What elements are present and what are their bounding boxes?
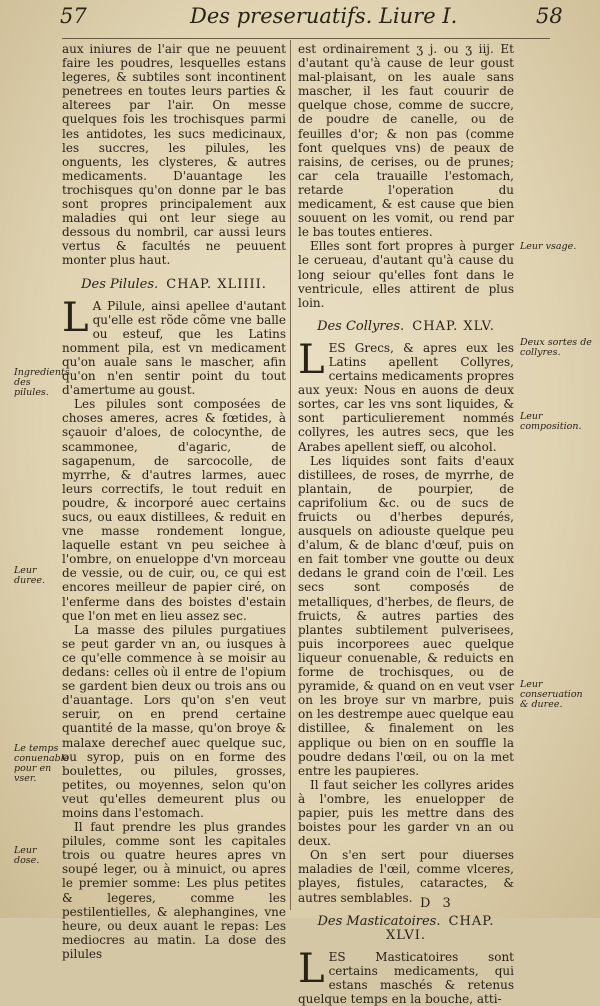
page-number-right: 58 — [536, 4, 563, 28]
chapter-title: Des Collyres. — [317, 318, 405, 334]
margin-note-deux-sortes: Deux sortes de collyres. — [520, 337, 592, 358]
paragraph: Les liquides sont faits d'eaux distillees, de roses, de myrrhe, de plantain, de pourpier, de caprifolium &c. ou de sucs de fruicts ou d'herbes depurés, ausquels on adiouste quelque peu d'alum, & de blanc d'œuf, puis on en fait tomber vne goutte ou deux dedans le grand coin de l'œil. Les secs sont composés de metalliques, d'herbes, de fleurs, de fruicts, & autres parties des plantes subtilement pulverisees, puis incorporees auec quelque liqueur conuenable, & reduicts en forme de trochisques, ou de pyramide, & quand on en veut vser on les broye sur vn marbre, puis on les destrempe auec quelque eau distillee, & finalement on les applique ou bien on en souffle la poudre dedans l'œil, ou on la met entre les paupieres. — [298, 453, 514, 778]
running-title: Des preseruatifs. Liure I. — [190, 4, 458, 28]
paragraph: Il faut seicher les collyres arides à l'ombre, les enuelopper de papier, puis les mettre dans des boistes pour les garder vn an ou deux. — [298, 777, 514, 849]
chapter-heading — [62, 278, 286, 292]
paragraph-text: ES Masticatoires sont certains medicaments, qui estans maschés & retenus quelque temps en la bouche, atti- — [298, 949, 514, 1006]
chapter-title: Des Pilules. — [81, 276, 159, 292]
margin-note-ingredients: Ingredients des pilules. — [14, 367, 70, 398]
paragraph: Les pilules sont composées de choses ameres, acres & fœtides, à sçauoir d'aloes, de colocynthe, de scammonee, d'agaric, de sagapenum, de sarcocolle, de myrrhe, & d'autres larmes, auec leurs correctifs, le tout reduit en poudre, & incorporé auec certains sucs, ou eaux distillees, & reduit en vne masse rondement longue, laquelle estant vn peu seichee à l'ombre, on enueloppe d'vn morceau de vessie, ou de cuir, ou, ce qui est encores meilleur de papier ciré, on l'enferme dans des boistes d'estain que l'on met en lieu assez sec. — [62, 397, 286, 623]
paragraph: Elles sont fort propres à purger le cerueau, d'autant qu'à cause du long seiour qu'elles font dans le ventricule, elles attirent de plus loin. — [298, 239, 514, 310]
signature-mark: D 3 — [420, 896, 455, 911]
left-column — [62, 42, 286, 961]
drop-cap: L — [298, 945, 325, 992]
paragraph: est ordinairement ʒ j. ou ʒ iij. Et d'autant qu'à cause de leur goust mal-plaisant, on les auale sans mascher, il les faut couurir de quelque chose, comme de succre, de poudre de canelle, ou de feuilles d'or; & non pas (comme font quelques vns) de peaux de raisins, de cerises, ou de prunes; car cela trauaille l'estomach, retarde l'operation du medicament, & est cause que bien souuent on les vomit, ou rend par le bas toutes entieres. — [298, 42, 514, 240]
margin-note-temps: Le temps conuenable pour en vser. — [14, 743, 70, 784]
paragraph — [298, 945, 514, 1006]
margin-note-duree: Leur duree. — [14, 565, 46, 586]
right-column — [298, 42, 514, 1006]
paragraph: Il faut prendre les plus grandes pilules, comme sont les capitales trois ou quatre heures apres vn soupé leger, ou à minuict, ou apres le premier somme: Les plus petites & legeres, comme les pestilentielles, & alephangines, vne heure, ou deux auant le repas: Les mediocres au matin. La dose des pilules — [62, 820, 286, 961]
chapter-title: Des Masticatoires. — [317, 913, 441, 929]
margin-note-usage: Leur vsage. — [520, 241, 577, 252]
drop-cap: L — [62, 294, 89, 341]
running-header — [0, 2, 600, 36]
drop-cap: L — [298, 336, 325, 383]
page-number-left: 57 — [60, 4, 87, 28]
paragraph-text: A Pilule, ainsi apellee d'autant qu'elle est rõde cõme vne balle ou esteuf, que les Latins nomment pila, est vn medicament qu'on auale sans le mascher, afin qu'on n'en sentir point du tout d'amertume au goust. — [62, 298, 286, 398]
chapter-number: CHAP. XLV. — [412, 318, 495, 334]
paragraph-text: ES Grecs, & apres eux les Latins apellent Collyres, certains medicaments propres aux yeux: Nous en auons de deux sortes, car les vns sont liquides, & sont particulierement nommés collyres, les autres secs, que les Arabes apellent sieff, ou alcohol. — [298, 340, 514, 454]
chapter-number: CHAP. XLVI. — [385, 913, 495, 943]
paragraph — [298, 336, 514, 454]
header-rule — [62, 38, 550, 39]
paragraph: La masse des pilules purgatiues se peut garder vn an, ou iusques à ce qu'elle commence à se moisir au dedans: celles où il entre de l'opium se gardent bien deux ou trois ans ou d'auantage. Lors qu'on s'en veut seruir, on en prend certaine quantité de la masse, qu'on broye & malaxe derechef auec quelque suc, ou syrop, puis on en forme des boulettes, ou pilules, grosses, petites, ou moyennes, selon qu'on veut qu'elles demeurent plus ou moins dans l'estomach. — [62, 622, 286, 820]
column-divider — [290, 40, 291, 910]
chapter-number: CHAP. XLIIII. — [166, 276, 267, 292]
margin-note-dose: Leur dose. — [14, 845, 40, 866]
margin-note-composition: Leur composition. — [520, 411, 582, 432]
chapter-heading — [298, 915, 514, 943]
paragraph — [62, 294, 286, 398]
chapter-heading — [298, 320, 514, 334]
paragraph: On s'en sert pour diuerses maladies de l'œil, comme vlceres, playes, fistules, cataractes, & autres semblables. — [298, 848, 514, 905]
margin-note-conservation: Leur conseruation & duree. — [520, 679, 583, 710]
paragraph: aux iniures de l'air que ne peuuent faire les poudres, lesquelles estans legeres, & subtiles sont incontinent penetrees en toutes leurs parties & alterees par l'air. On messe quelques fois les trochisques parmi les antidotes, les sucs medicinaux, les succres, les pilules, les onguents, les clysteres, & autres medicaments. D'auantage les trochisques qu'on donne par le bas sont propres principalement aux maladies qui ont leur siege au dessous du nombril, car aussi leurs vertus & facultés ne peuuent monter plus haut. — [62, 42, 286, 268]
